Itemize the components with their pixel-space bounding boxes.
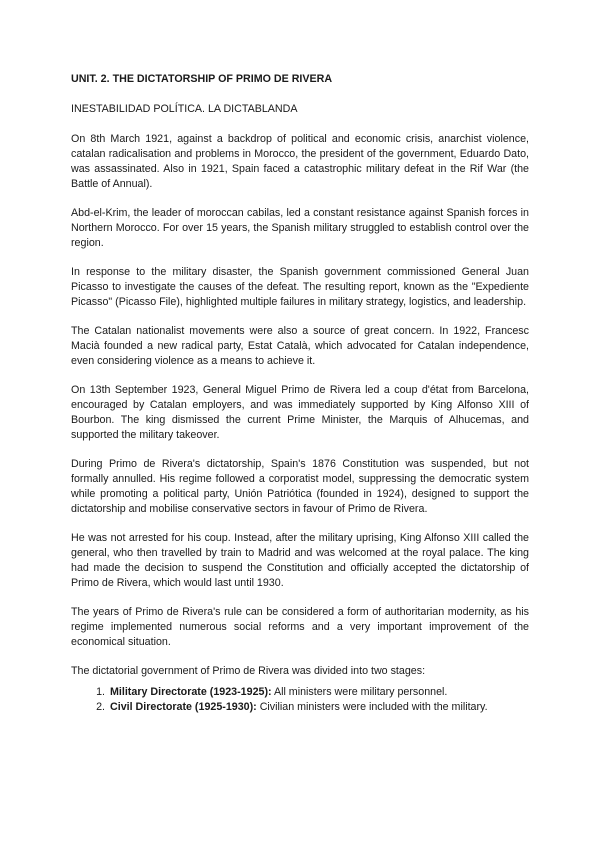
paragraph: On 8th March 1921, against a backdrop of political and economic crisis, anarchist violence, catalan radicalisation and problems in Morocco, the president of the government, Eduardo Dato, was assassinated. Also in 1921, Spain faced a catastrophic military defeat in the Rif War (the Battle of Annual). — [71, 133, 529, 190]
document-subtitle: INESTABILIDAD POLÍTICA. LA DICTABLANDA — [71, 103, 298, 115]
stage-term: Civil Directorate (1925-1930): — [110, 701, 257, 713]
list-item — [108, 700, 529, 715]
stages-list — [71, 685, 529, 715]
paragraph: During Primo de Rivera's dictatorship, Spain's 1876 Constitution was suspended, but not formally annulled. His regime followed a corporatist model, suppressing the democratic system while promoting a political party, Unión Patriótica (founded in 1924), designed to support the dictatorship and mobilise conservative sectors in favour of Primo de Rivera. — [71, 458, 529, 515]
stage-text: All ministers were military personnel. — [271, 686, 448, 698]
paragraph: Abd-el-Krim, the leader of moroccan cabilas, led a constant resistance against Spanish forces in Northern Morocco. For over 15 years, the Spanish military struggled to establish control over the region. — [71, 207, 529, 249]
paragraph: On 13th September 1923, General Miguel Primo de Rivera led a coup d'état from Barcelona, encouraged by Catalan employers, and was immediately supported by King Alfonso XIII of Bourbon. The king dismissed the current Prime Minister, the Marquis of Alhucemas, and supported the military takeover. — [71, 384, 529, 441]
paragraph: The years of Primo de Rivera's rule can be considered a form of authoritarian modernity, as his regime implemented numerous social reforms and a very important improvement of the economical situation. — [71, 606, 529, 648]
paragraph: The dictatorial government of Primo de Rivera was divided into two stages: — [71, 665, 426, 677]
document-page — [71, 72, 529, 715]
stage-text: Civilian ministers were included with the military. — [256, 701, 488, 713]
paragraph: He was not arrested for his coup. Instead, after the military uprising, King Alfonso XIII called the general, who then travelled by train to Madrid and was welcomed at the royal palace. The king had made the decision to suspend the Constitution and officially accepted the dictatorship of Primo de Rivera, which would last until 1930. — [71, 532, 529, 589]
list-item — [108, 685, 529, 700]
document-title: UNIT. 2. THE DICTATORSHIP OF PRIMO DE RIVERA — [71, 73, 333, 85]
paragraph: The Catalan nationalist movements were also a source of great concern. In 1922, Francesc Macià founded a new radical party, Estat Català, which advocated for Catalan independence, even considering violence as a means to achieve it. — [71, 325, 529, 367]
paragraph: In response to the military disaster, the Spanish government commissioned General Juan Picasso to investigate the causes of the defeat. The resulting report, known as the "Expediente Picasso" (Picasso File), highlighted multiple failures in military strategy, logistics, and leadership. — [71, 266, 529, 308]
stage-term: Military Directorate (1923-1925): — [110, 686, 272, 698]
